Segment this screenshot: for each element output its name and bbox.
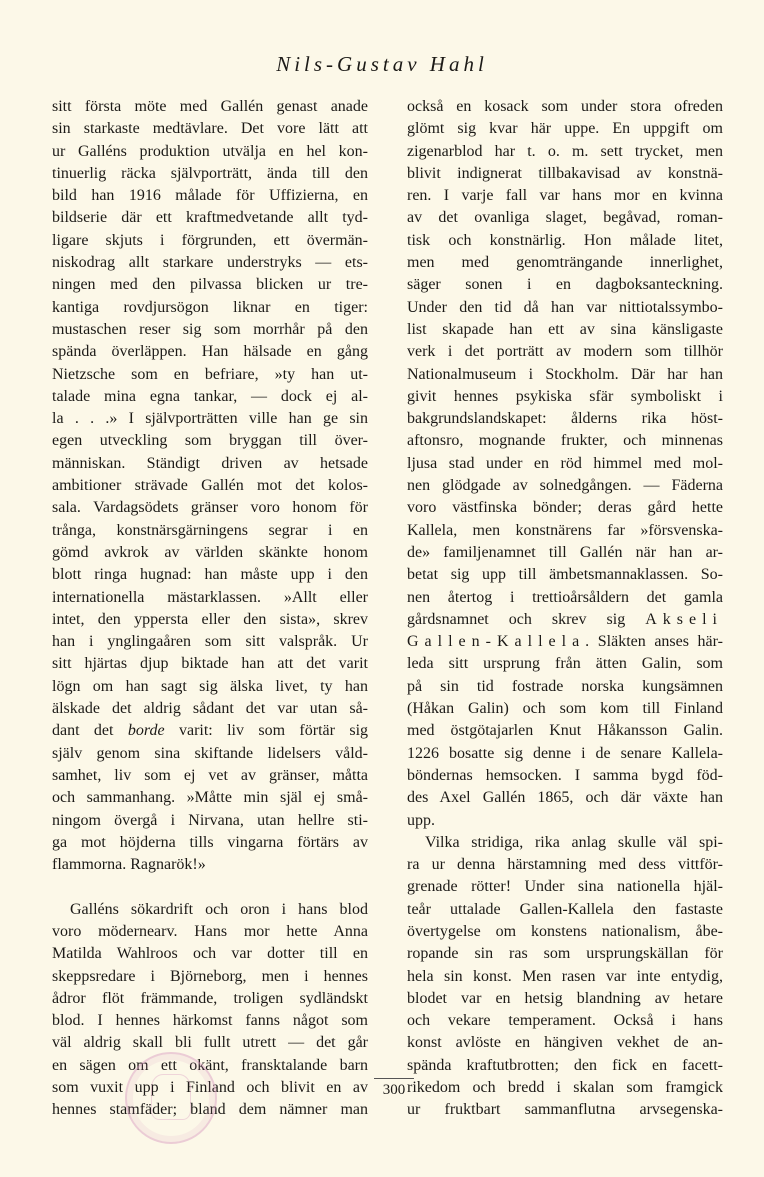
text-line: Galléns sökardrift och oron i hans blod xyxy=(70,900,368,918)
text-line: tisk och konstnärlig. Hon målade litet, xyxy=(407,231,723,249)
spaced-name: Akseli xyxy=(645,610,723,628)
text-line: av det ovanliga slaget, begåvad, roman- xyxy=(407,209,723,227)
text-line: internationella mästarklassen. »Allt eller xyxy=(52,588,368,606)
text-line: nen återtog i trettioårsåldern det gamla xyxy=(407,588,723,606)
text-line: gömd avkrok av världen skänkte honom xyxy=(52,543,368,561)
text-line: intet, den yppersta eller den sista», skrev xyxy=(52,610,368,628)
text-line: flammorna. Ragnarök!» xyxy=(52,856,206,874)
text-line: också en kosack som under stora ofreden xyxy=(407,98,723,115)
text-line: mustaschen reser sig som morrhår på den xyxy=(52,320,368,338)
text-line xyxy=(407,631,723,653)
text-line: älskade det aldrig sådant det var utan så- xyxy=(52,700,368,718)
text-line: bildserie där ett kraftmedvetande allt tyd- xyxy=(52,209,368,227)
text-line: la . . .» I självporträtten ville han ge sin xyxy=(52,410,368,428)
text-line: zigenarblod har t. o. m. sett trycket, men xyxy=(407,142,723,160)
text-line: egen utveckling som bryggan till över- xyxy=(52,432,368,450)
page-number: 300 xyxy=(374,1078,414,1099)
text-line: bakgrundslandskapet: ålderns rika höst- xyxy=(407,410,723,428)
text-line: böndernas hemsocken. I samma bygd föd- xyxy=(407,766,723,784)
text-line: de» familjenamnet till Gallén när han ar- xyxy=(407,543,723,561)
text-line: spända kraftutbrotten; den fick en facett- xyxy=(407,1056,723,1074)
text-line: leda sitt ursprung från ätten Galin, som xyxy=(407,655,723,673)
text-line: list skapade han ett av sina känsligaste xyxy=(407,320,723,338)
text-line: ur fruktbart sammanflutna arvsegenska- xyxy=(407,1101,723,1119)
running-header: Nils-Gustav Hahl xyxy=(276,52,488,76)
text-line: övertygelse om konstens nationalism, åbe- xyxy=(407,922,723,940)
text-line: spända överläppen. Han hälsade en gång xyxy=(52,343,368,361)
text-line: Vilka stridiga, rika anlag skulle väl spi- xyxy=(425,833,723,851)
text-fragment: gårdsnamnet och skrev sig xyxy=(407,610,646,628)
text-line: på sin tid fostrade norska kungsämnen xyxy=(407,677,723,695)
text-line: ljusa stad under en röd himmel med mol- xyxy=(407,454,723,472)
text-line: skeppsredare i Björneborg, men i hennes xyxy=(52,967,368,985)
text-line: blodet var en hetsig blandning av hetare xyxy=(407,989,723,1007)
text-line: ropande sin ras som ursprungskällan för xyxy=(407,945,723,963)
text-line: aftonsro, mognande frukter, och minnenas xyxy=(407,432,723,450)
text-fragment: . Släkten anses här- xyxy=(585,633,723,651)
text-line: des Axel Gallén 1865, och där växte han xyxy=(407,789,723,807)
text-line: sala. Vardagsödets gränser voro honom för xyxy=(52,499,368,517)
text-line: bild han 1916 målade för Uffizierna, en xyxy=(52,187,368,205)
text-line: säger sonen i en dagboksanteckning. xyxy=(407,276,723,294)
text-line: betat sig upp till ämbetsmannaklassen. So- xyxy=(407,566,723,584)
text-line: niskodrag allt starkare understryks — ets- xyxy=(52,254,368,272)
text-line: blod. I hennes härkomst fanns något som xyxy=(52,1012,368,1030)
text-line: lögn om han sagt sig älska livet, ty han xyxy=(52,677,368,695)
text-line: Matilda Wahlroos och var dotter till en xyxy=(52,945,368,963)
text-line: voro västfinska bönder; deras gård hette xyxy=(407,499,723,517)
text-line: med östgötajarlen Knut Håkansson Galin. xyxy=(407,722,723,740)
text-line: Nietzsche som en befriare, »ty han ut- xyxy=(52,365,368,383)
text-line: ningen med den pilvassa blicken ur tre- xyxy=(52,276,368,294)
text-line: sin starkaste medtävlare. Det vore lätt att xyxy=(52,120,368,138)
text-line: (Håkan Galin) och som kom till Finland xyxy=(407,700,723,718)
text-line: voro mödernearv. Hans mor hette Anna xyxy=(52,922,368,940)
text-line: konst avlöste en hängiven vekhet de an- xyxy=(407,1034,723,1052)
text-line: blivit indignerat tillbakavisad av konstnä- xyxy=(407,164,723,182)
right-column xyxy=(407,96,723,1122)
text-line: själv genom sina skiftande lidelsers våld- xyxy=(52,744,368,762)
text-line xyxy=(52,720,368,742)
text-line: ambitioner strävade Gallén mot det kolos- xyxy=(52,477,368,495)
text-fragment: dant det xyxy=(52,722,128,740)
text-line: ga mot höjderna tills vingarna förtärs av xyxy=(52,833,368,851)
text-line: upp. xyxy=(407,811,435,829)
text-line: ningom övergå i Nirvana, utan hellre sti- xyxy=(52,811,368,829)
text-line: talade mina egna tankar, — dock ej al- xyxy=(52,387,368,405)
text-line: nen glödgade av solnedgången. — Fäderna xyxy=(407,477,723,495)
text-line: som vuxit upp i Finland och blivit en av xyxy=(52,1079,368,1097)
text-line: väl aldrig skall bli fullt utrett — det går xyxy=(52,1034,368,1052)
text-line: glömt sig kvar här uppe. En uppgift om xyxy=(407,120,723,138)
text-line: och vekare temperament. Också i hans xyxy=(407,1012,723,1030)
text-line: ligare skjuts i förgrunden, ett övermän- xyxy=(52,231,368,249)
text-line xyxy=(407,609,723,631)
text-line: han i ynglingaåren som sitt valspråk. Ur xyxy=(52,633,368,651)
library-stamp-icon xyxy=(125,1052,217,1144)
text-line: verk i det porträtt av modern som tillhör xyxy=(407,343,723,361)
emphasis: borde xyxy=(127,722,165,740)
text-line: människan. Ständigt driven av hetsade xyxy=(52,454,368,472)
text-line: hennes stamfäder; bland dem nämner man xyxy=(52,1101,368,1119)
text-line: 1226 bosatte sig denne i de senare Kallela- xyxy=(407,744,723,762)
text-line: en sägen om ett okänt, fransktalande barn xyxy=(52,1056,368,1074)
text-line: givit hennes psykiska sfär symboliskt i xyxy=(407,387,723,405)
text-line: ådror flöt främmande, troligen sydländskt xyxy=(52,989,368,1007)
text-line: Nationalmuseum i Stockholm. Där har han xyxy=(407,365,723,383)
text-line: ra ur denna härstamning med dess vittför- xyxy=(407,856,723,874)
text-line: ur Galléns produktion utvälja en hel kon- xyxy=(52,142,368,160)
text-line: blott ringa hugnad: han måste upp i den xyxy=(52,566,368,584)
text-line: sitt hjärtas djup biktade han att det varit xyxy=(52,655,368,673)
text-line: kantiga rovdjursögon liknar en tiger: xyxy=(52,298,368,316)
text-line: sitt första möte med Gallén genast anade xyxy=(52,98,368,115)
left-column xyxy=(52,96,368,1122)
spaced-name: Gallen-Kallela xyxy=(407,633,586,651)
text-line: ren. I varje fall var hans mor en kvinna xyxy=(407,187,723,205)
text-line: rikedom och bredd i skalan som framgick xyxy=(407,1079,723,1097)
text-line: trånga, konstnärsgärningens segrar i en xyxy=(52,521,368,539)
text-line: samhet, liv som ej vet av gränser, måtta xyxy=(52,766,368,784)
text-line: Kallela, men konstnärens far »försvenska- xyxy=(407,521,723,539)
text-line: teår uttalade Gallen-Kallela den fastaste xyxy=(407,900,723,918)
text-line: hela sin konst. Men rasen var inte entydig, xyxy=(407,967,723,985)
text-line: Under den tid då han var nittiotalssymbo- xyxy=(407,298,723,316)
text-fragment: varit: liv som förtär sig xyxy=(164,722,369,740)
text-line: grenade rötter! Under sina nationella hjäl- xyxy=(407,878,723,896)
text-line: men med genomträngande innerlighet, xyxy=(407,254,723,272)
text-line: och sammanhang. »Måtte min själ ej små- xyxy=(52,789,368,807)
text-line: tinuerlig räcka självporträtt, ända till den xyxy=(52,164,368,182)
